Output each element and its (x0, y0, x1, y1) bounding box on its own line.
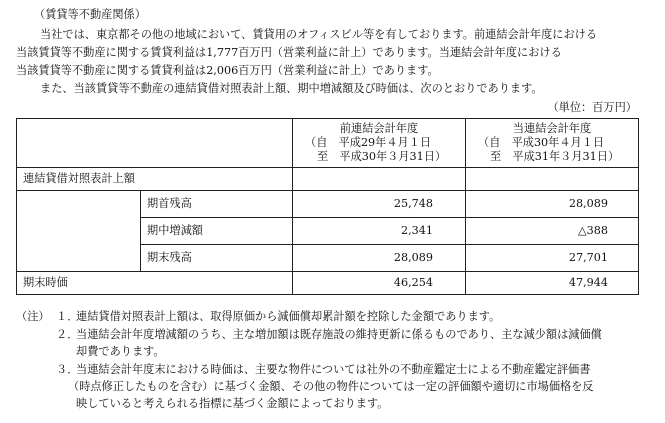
note-1-text: 連結貸借対照表計上額は、取得原価から減価償却累計額を控除した金額であります。 (76, 310, 501, 323)
header-prev-year (293, 119, 466, 168)
table-row-group (17, 168, 639, 191)
curr-year-title: 当連結会計年度 (512, 122, 592, 135)
note-3-number: ３． (56, 363, 79, 376)
indent-cell (17, 191, 141, 218)
prev-year-from: （自 平成29年４月１日 (305, 136, 432, 149)
section-heading: （賃貸等不動産関係） (34, 8, 146, 21)
note-3 (16, 361, 656, 378)
notes-prefix: （注） (16, 310, 50, 323)
note-2 (16, 326, 656, 343)
table-row (17, 245, 639, 272)
note-3-continued-2 (16, 395, 656, 412)
paragraph-line-4: また、当該賃貸等不動産の連結貸借対照表計上額、期中増減額及び時価は、次のとおりであります。 (40, 82, 543, 95)
group-label: 連結貸借対照表計上額 (17, 168, 293, 191)
row-prev-value: 25,748 (293, 191, 466, 218)
table-header-row (17, 119, 639, 168)
fair-value-prev: 46,254 (293, 272, 466, 295)
note-1 (16, 308, 656, 325)
notes-section (16, 308, 656, 412)
rental-property-table (16, 118, 639, 295)
indent-cell (17, 245, 141, 272)
prev-year-to: 至 平成30年３月31日） (317, 150, 447, 163)
row-label: 期中増減額 (141, 218, 293, 245)
note-3-line-1: 当連結会計年度末における時価は、主要な物件については社外の不動産鑑定士による不動産鑑定評価書 (76, 363, 591, 376)
fair-value-curr: 47,944 (466, 272, 639, 295)
table-row (17, 191, 639, 218)
group-curr-blank (466, 168, 639, 191)
paragraph-line-1: 当社では、東京都その他の地域において、賃貸用のオフィスビル等を有しております。前連結会計年度における (40, 28, 598, 41)
row-label: 期末残高 (141, 245, 293, 272)
header-curr-year (466, 119, 639, 168)
fair-value-label: 期末時価 (17, 272, 293, 295)
note-2-continued (16, 343, 656, 360)
paragraph-line-2: 当該賃貸等不動産に関する賃貸利益は1,777百万円（営業利益に計上）であります。当連結会計年度における (16, 46, 562, 59)
note-3-continued-1 (16, 378, 656, 395)
row-label: 期首残高 (141, 191, 293, 218)
group-prev-blank (293, 168, 466, 191)
row-prev-value: 2,341 (293, 218, 466, 245)
note-2-line-2: 却費であります。 (76, 345, 165, 358)
header-blank-cell (17, 119, 293, 168)
row-prev-value: 28,089 (293, 245, 466, 272)
row-curr-value: △388 (466, 218, 639, 245)
row-curr-value: 28,089 (466, 191, 639, 218)
note-1-number: １． (56, 310, 79, 323)
note-2-number: ２． (56, 328, 79, 341)
indent-cell (17, 218, 141, 245)
table-row (17, 218, 639, 245)
curr-year-to: 至 平成31年３月31日） (490, 150, 620, 163)
paragraph-line-3: 当該賃貸等不動産に関する賃貸利益は2,006百万円（営業利益に計上）であります。 (16, 64, 439, 77)
unit-label: （単位：百万円） (547, 101, 637, 114)
note-3-line-2: （時点修正したものを含む）に基づく金額、その他の物件については一定の評価額や適切に市場価格を反 (68, 380, 594, 393)
row-curr-value: 27,701 (466, 245, 639, 272)
note-2-line-1: 当連結会計年度増減額のうち、主な増加額は既存施設の維持更新に係るものであり、主な減少額は減価償 (76, 328, 602, 341)
prev-year-title: 前連結会計年度 (339, 122, 419, 135)
note-3-line-3: 映していると考えられる指標に基づく金額によっております。 (76, 397, 389, 410)
table-row-fair-value (17, 272, 639, 295)
curr-year-from: （自 平成30年４月１日 (478, 136, 605, 149)
